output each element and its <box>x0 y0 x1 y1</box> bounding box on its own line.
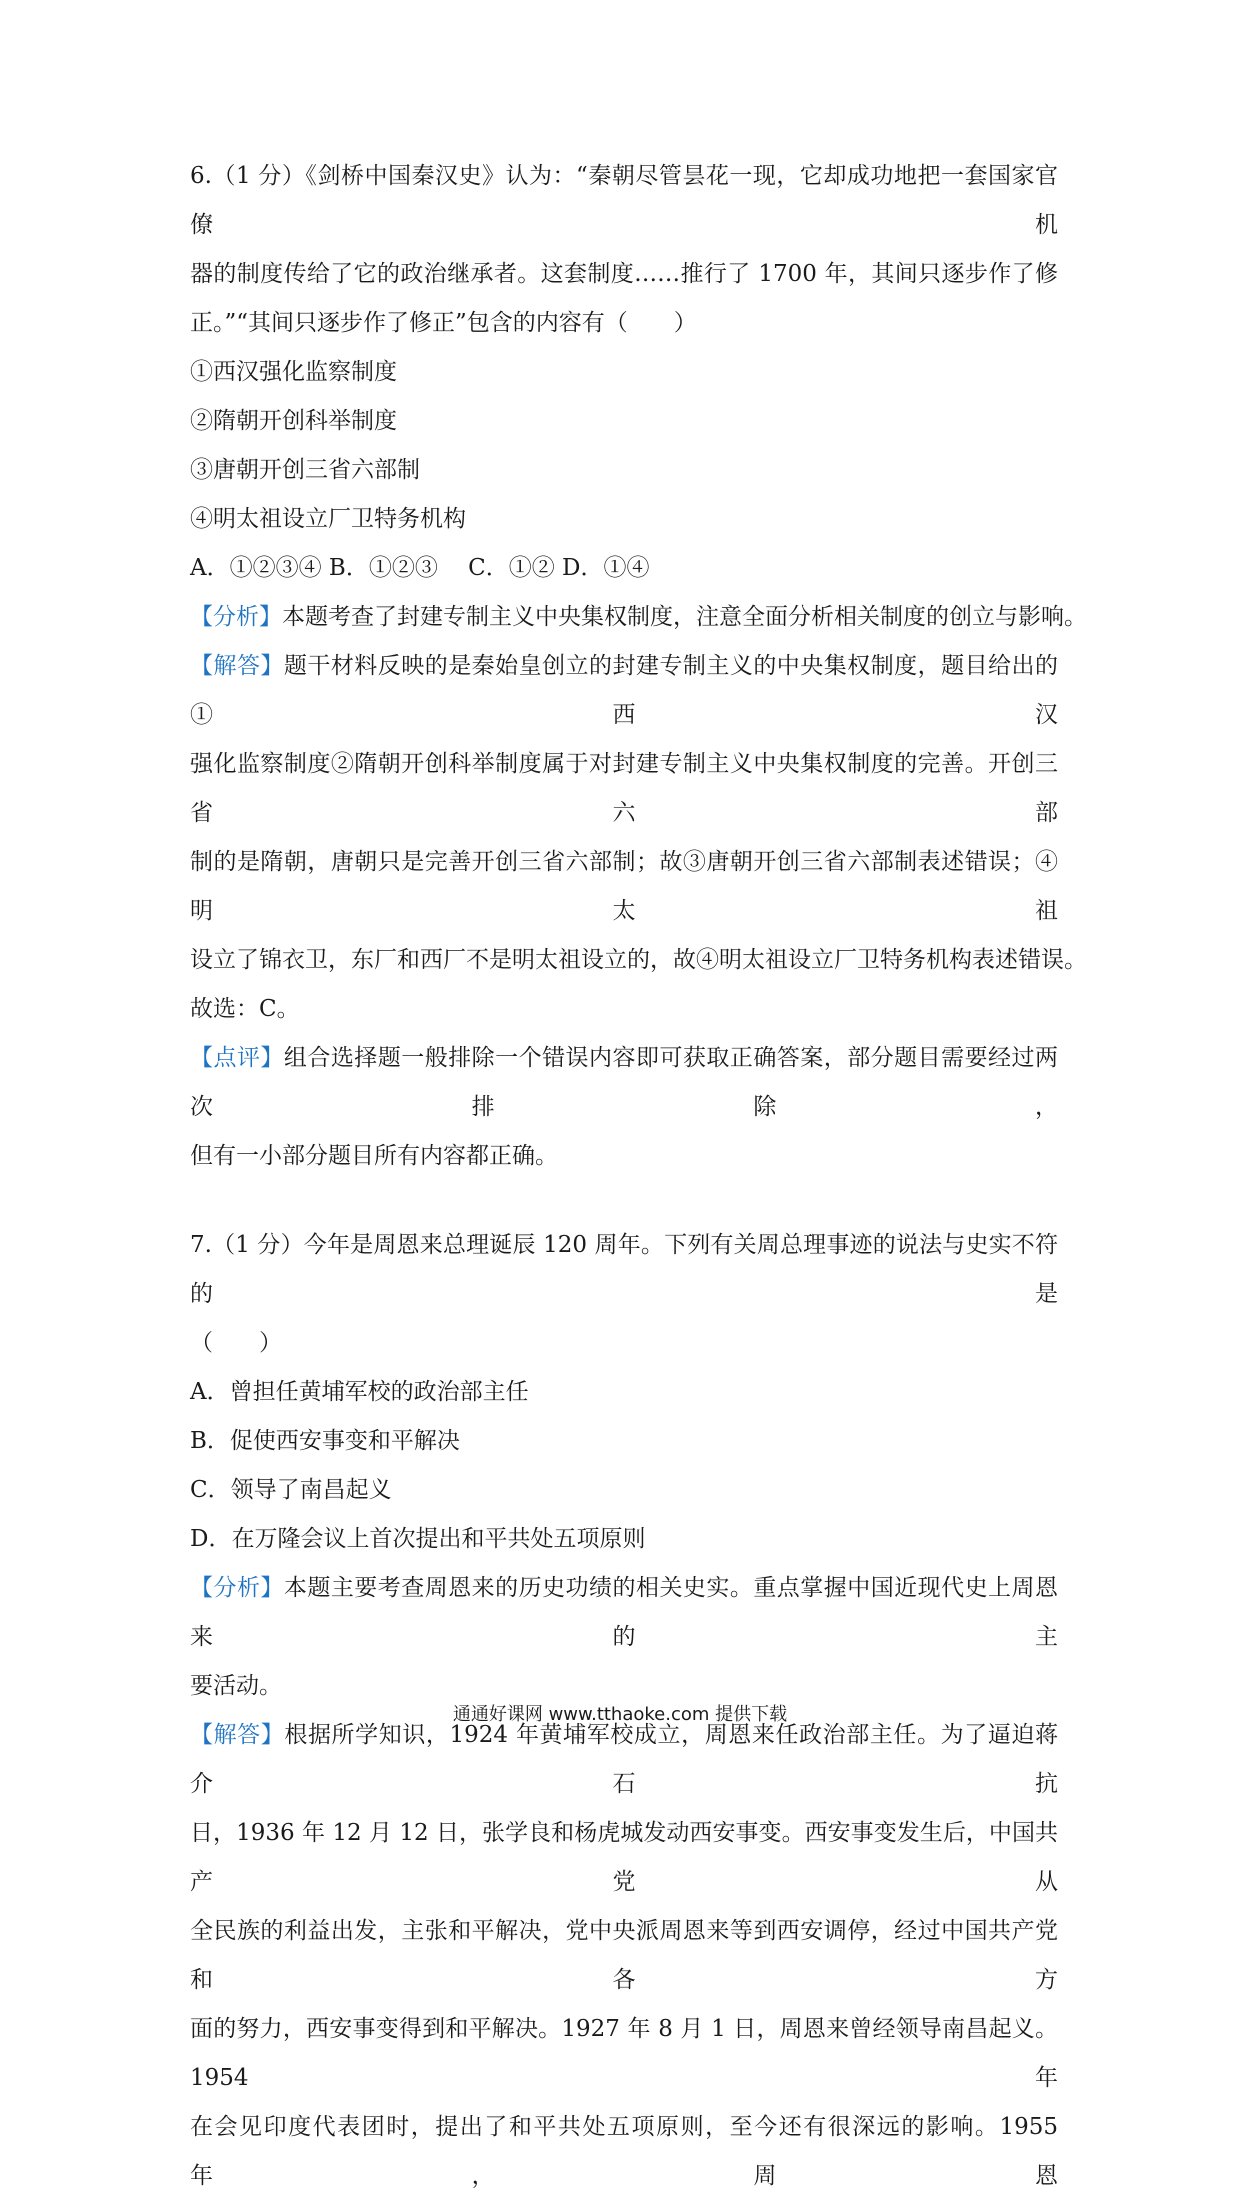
page-footer: 通通好课网 www.tthaoke.com 提供下载 <box>452 1704 788 1725</box>
question-7-answer-line: 面的努力，西安事变得到和平解决。1927 年 8 月 1 日，周恩来曾经领导南昌起义。1954 年 <box>190 2016 1058 2091</box>
question-6-item: ①西汉强化监察制度 <box>190 359 397 385</box>
question-6-answer-line: 故选：C。 <box>190 996 300 1022</box>
question-7-option: D．在万隆会议上首次提出和平共处五项原则 <box>190 1526 646 1552</box>
question-6-answer-line: 设立了锦衣卫，东厂和西厂不是明太祖设立的，故④明太祖设立厂卫特务机构表述错误。 <box>190 947 1087 973</box>
question-6-stem-line: 器的制度传给了它的政治继承者。这套制度……推行了 1700 年，其间只逐步作了修 <box>190 261 1058 287</box>
analysis-tag: 【分析】 <box>190 1575 284 1601</box>
question-6-answer-line: 制的是隋朝，唐朝只是完善开创三省六部制；故③唐朝开创三省六部制表述错误；④明太祖 <box>190 849 1058 924</box>
question-6-item: ③唐朝开创三省六部制 <box>190 457 420 483</box>
question-6-stem-line: 6.（1 分）《剑桥中国秦汉史》认为：“秦朝尽管昙花一现，它却成功地把一套国家官僚机 <box>190 163 1058 238</box>
answer-text: 题干材料反映的是秦始皇创立的封建专制主义的中央集权制度，题目给出的①西汉 <box>190 653 1059 728</box>
question-7-stem-line: 7.（1 分）今年是周恩来总理诞辰 120 周年。下列有关周总理事迹的说法与史实不符的是 <box>190 1232 1058 1307</box>
question-7-analysis-line <box>190 1564 1058 1662</box>
question-6-stem-line: 正。”“其间只逐步作了修正”包含的内容有（ ） <box>190 310 697 336</box>
question-6-answer-line <box>190 642 1058 740</box>
question-6 <box>190 152 1087 1181</box>
answer-tag: 【解答】 <box>190 1722 285 1748</box>
section-gap <box>190 1181 1058 1221</box>
question-7-stem-line: （ ） <box>190 1330 282 1356</box>
question-7-option: A．曾担任黄埔军校的政治部主任 <box>190 1379 529 1405</box>
document-body <box>190 152 1087 2201</box>
answer-text: 根据所学知识，1924 年黄埔军校成立，周恩来任政治部主任。为了逼迫蒋介石抗 <box>190 1722 1058 1797</box>
question-7-option: B．促使西安事变和平解决 <box>190 1428 460 1454</box>
question-6-item: ②隋朝开创科举制度 <box>190 408 397 434</box>
question-7-answer-line: 全民族的利益出发，主张和平解决，党中央派周恩来等到西安调停，经过中国共产党和各方 <box>190 1918 1058 1993</box>
comment-text: 组合选择题一般排除一个错误内容即可获取正确答案，部分题目需要经过两次排除， <box>190 1045 1059 1120</box>
question-6-answer-line: 强化监察制度②隋朝开创科举制度属于对封建专制主义中央集权制度的完善。开创三省六部 <box>190 751 1058 826</box>
question-7-answer-line: 在会见印度代表团时，提出了和平共处五项原则，至今还有很深远的影响。1955 年，周恩 <box>190 2114 1058 2189</box>
question-7-answer-line: 日，1936 年 12 月 12 日，张学良和杨虎城发动西安事变。西安事变发生后，中国共产党从 <box>190 1820 1058 1895</box>
analysis-text: 本题考查了封建专制主义中央集权制度，注意全面分析相关制度的创立与影响。 <box>282 604 1087 630</box>
question-6-options: A．①②③④ B．①②③ C．①② D．①④ <box>190 555 650 581</box>
question-6-analysis <box>190 593 1087 642</box>
question-6-item: ④明太祖设立厂卫特务机构 <box>190 506 466 532</box>
answer-tag: 【解答】 <box>190 653 284 679</box>
analysis-text: 本题主要考查周恩来的历史功绩的相关史实。重点掌握中国近现代史上周恩来的主 <box>190 1575 1059 1650</box>
question-6-comment-line: 但有一小部分题目所有内容都正确。 <box>190 1143 558 1169</box>
question-7-analysis-line: 要活动。 <box>190 1673 282 1699</box>
comment-tag: 【点评】 <box>190 1045 284 1071</box>
question-7-option: C．领导了南昌起义 <box>190 1477 392 1503</box>
analysis-tag: 【分析】 <box>190 604 282 630</box>
question-6-comment-line <box>190 1034 1058 1132</box>
